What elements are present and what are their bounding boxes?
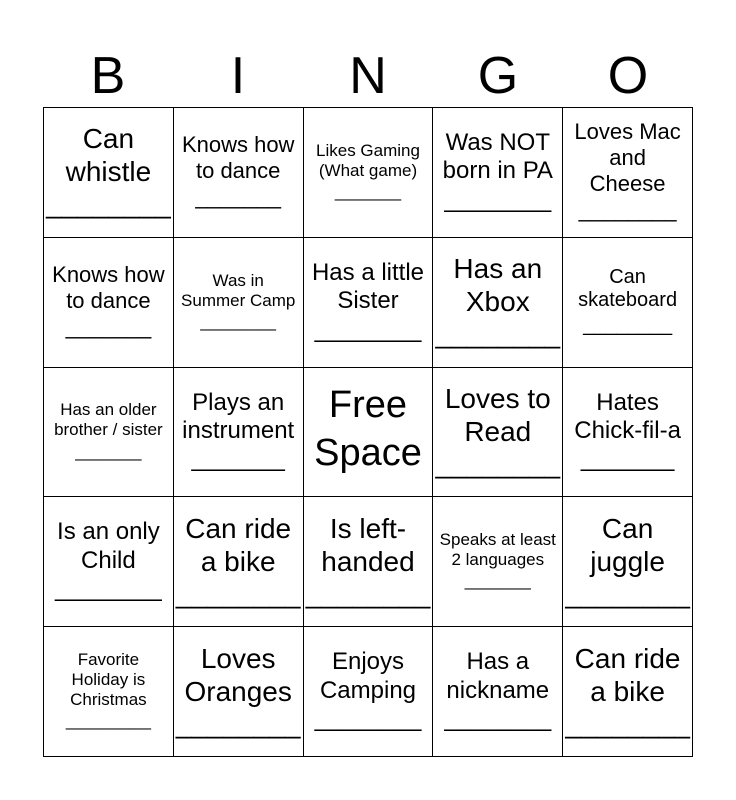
signature-line: ________	[444, 704, 552, 732]
header-letter-b: B	[90, 47, 126, 105]
bingo-cell[interactable]	[174, 497, 304, 627]
bingo-cell[interactable]	[563, 368, 693, 498]
cell-text: Has an Xbox	[453, 253, 543, 318]
bingo-cell[interactable]	[433, 627, 563, 757]
bingo-cell[interactable]	[304, 497, 434, 627]
signature-line: ________	[578, 197, 677, 223]
cell-text: Has a little Sister	[311, 258, 425, 315]
cell-text: Was in Summer Camp	[181, 270, 296, 310]
cell-text: Was NOT born in PA	[442, 129, 553, 185]
signature-line: ________	[314, 315, 422, 343]
signature-line: ________	[200, 311, 277, 331]
header-letter-g: G	[477, 47, 519, 105]
header-letter-n: N	[349, 47, 387, 105]
bingo-cell[interactable]	[174, 238, 304, 368]
bingo-cell[interactable]	[563, 627, 693, 757]
bingo-cell[interactable]	[433, 368, 563, 498]
bingo-cell[interactable]	[433, 108, 563, 238]
bingo-cell[interactable]	[44, 368, 174, 498]
bingo-cell[interactable]	[304, 238, 434, 368]
signature-line: ________	[444, 185, 552, 213]
signature-line: ________	[55, 575, 162, 603]
cell-text: Knows how to dance	[181, 132, 295, 184]
free-space-cell[interactable]	[304, 368, 434, 498]
signature-line: ________	[175, 707, 301, 739]
bingo-cell[interactable]	[174, 108, 304, 238]
cell-text: Is an only Child	[57, 518, 160, 574]
bingo-cell[interactable]	[44, 238, 174, 368]
cell-text: Plays an instrument	[182, 388, 295, 444]
cell-text: Hates Chick-fil-a	[574, 388, 681, 444]
bingo-cell[interactable]	[433, 497, 563, 627]
bingo-cell[interactable]	[304, 627, 434, 757]
cell-text: Knows how to dance	[52, 262, 165, 314]
cell-text: Can whistle	[65, 123, 152, 188]
cell-text: Loves Mac and Cheese	[574, 119, 681, 197]
bingo-cell[interactable]	[44, 627, 174, 757]
bingo-cell[interactable]	[563, 497, 693, 627]
signature-line: _______	[75, 441, 142, 461]
cell-text: Has an older brother / sister	[54, 400, 163, 440]
header-letter-i: I	[230, 47, 246, 105]
bingo-grid	[43, 107, 693, 757]
cell-text: Loves to Read	[444, 382, 551, 447]
signature-line: ________	[314, 704, 422, 732]
bingo-cell[interactable]	[174, 368, 304, 498]
cell-text: Free Space	[314, 384, 422, 474]
signature-line: ________	[46, 188, 171, 220]
cell-text: Loves Oranges	[184, 642, 292, 707]
header-letter-o: O	[607, 47, 649, 105]
signature-line: _________	[65, 711, 151, 731]
cell-text: Can ride a bike	[574, 642, 681, 707]
signature-line: ________	[583, 313, 673, 336]
cell-text: Favorite Holiday is Christmas	[70, 650, 147, 710]
signature-line: _______	[580, 445, 675, 473]
signature-line: ________	[435, 318, 561, 350]
signature-line: ________	[175, 577, 301, 609]
signature-line: ________	[565, 707, 690, 739]
cell-text: Likes Gaming (What game)	[316, 140, 420, 180]
signature-line: _______	[191, 445, 285, 473]
bingo-cell[interactable]	[304, 108, 434, 238]
bingo-cell[interactable]	[433, 238, 563, 368]
signature-line: ________	[305, 577, 431, 609]
bingo-header	[43, 44, 693, 108]
bingo-cell[interactable]	[44, 497, 174, 627]
signature-line: ________	[435, 448, 561, 480]
signature-line: _______	[195, 184, 282, 210]
cell-text: Can skateboard	[578, 265, 678, 312]
bingo-cell[interactable]	[563, 238, 693, 368]
bingo-cell[interactable]	[174, 627, 304, 757]
signature-line: _______	[65, 314, 152, 340]
cell-text: Enjoys Camping	[319, 648, 417, 704]
bingo-cell[interactable]	[563, 108, 693, 238]
signature-line: _______	[334, 181, 402, 201]
cell-text: Has a nickname	[446, 648, 550, 704]
bingo-cell[interactable]	[44, 108, 174, 238]
signature-line: ________	[565, 577, 690, 609]
signature-line: _______	[464, 571, 531, 591]
cell-text: Speaks at least 2 languages	[439, 530, 556, 570]
cell-text: Can juggle	[590, 512, 665, 577]
cell-text: Can ride a bike	[185, 512, 292, 577]
cell-text: Is left-handed	[321, 512, 415, 577]
